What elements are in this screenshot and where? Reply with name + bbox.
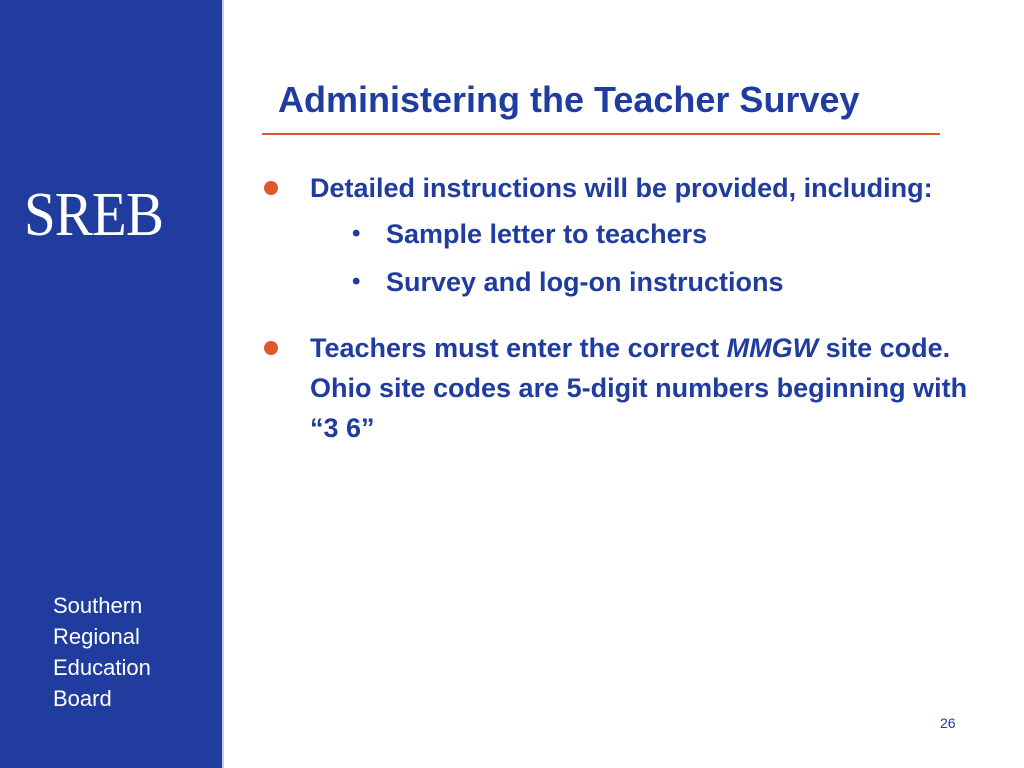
org-line: Education	[53, 655, 151, 680]
bullet-dot-icon	[264, 341, 278, 355]
bullet-spacer	[262, 310, 982, 328]
sreb-logo: SREB	[24, 181, 163, 249]
bullet-text: site code. Ohio site codes are 5-digit numbers beginning with “3 6”	[310, 333, 968, 443]
sub-bullet-item	[310, 214, 982, 254]
sub-bullet-text: Sample letter to teachers	[386, 219, 708, 249]
org-line: Southern	[53, 593, 143, 618]
sub-bullet-item	[310, 262, 982, 302]
bullet-item	[262, 328, 982, 448]
bullet-item	[262, 168, 982, 302]
slide-content	[262, 168, 982, 448]
organization-name	[53, 590, 213, 714]
bullet-text: Teachers must enter the correct	[310, 333, 727, 363]
org-line: Regional	[53, 624, 140, 649]
bullet-emphasis: MMGW	[726, 333, 819, 363]
sub-bullet-marker-icon: •	[352, 268, 361, 295]
title-divider	[262, 133, 940, 135]
slide-title: Administering the Teacher Survey	[278, 79, 860, 120]
sub-bullet-text: Survey and log-on instructions	[386, 267, 784, 297]
sidebar	[0, 0, 224, 768]
bullet-text: Detailed instructions will be provided, including:	[310, 173, 933, 203]
sub-bullet-marker-icon: •	[352, 220, 361, 247]
org-line: Board	[53, 686, 112, 711]
bullet-dot-icon	[264, 181, 278, 195]
sub-bullet-list	[310, 214, 982, 302]
page-number: 26	[940, 715, 956, 731]
